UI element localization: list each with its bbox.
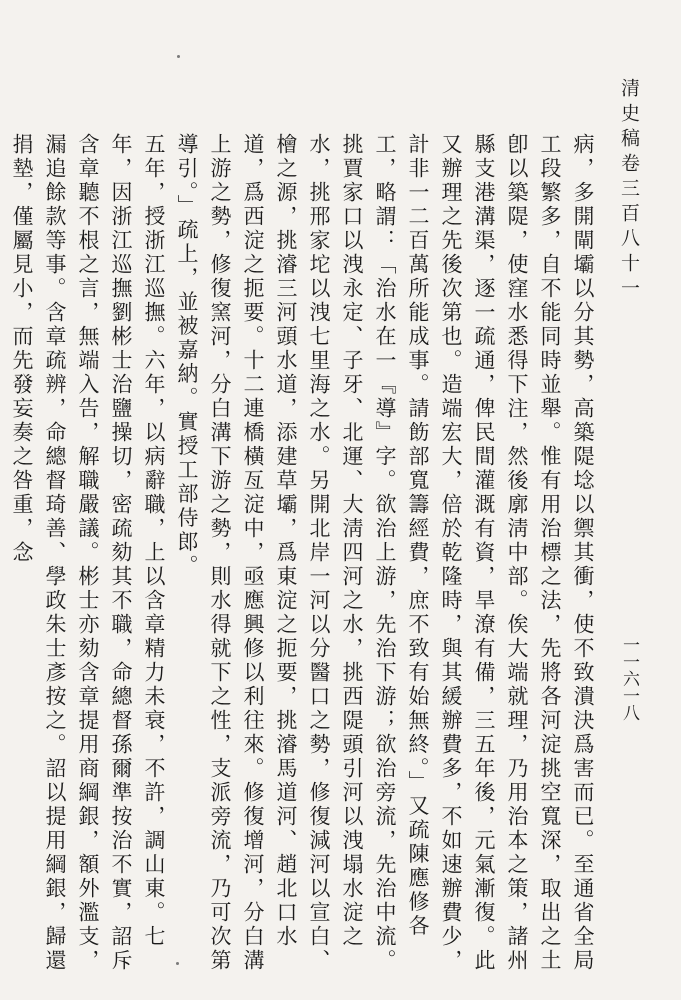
scan-speck [177, 55, 180, 58]
scan-speck [176, 962, 179, 965]
body-text [10, 133, 599, 983]
paragraph-1: 病，多開閘壩以分其勢，高築隄埝以禦其衝，使不致潰決爲害而已。至通省全局工段繁多，自不能同時並舉。惟有用治標之法，先將各河淀挑空寬深，取出之土卽以築隄，使窪水悉得下注，然後廓淸中部。俟大端就理，乃用治本之策，諸州縣支港溝渠，逐一疏通，俾民間灌溉有資，旱潦有備，三五年後，元氣漸復。此又辦理之先後次第也。造端宏大，倍於乾隆時，與其緩辦費多，不如速辦費少，計非一二百萬所能成事。請飭部寬籌經費，庶不致有始無終。」又疏陳應修各工，略謂：「治水在一『導』字。欲治上游，先治下游；欲治旁流，先治中流。挑賈家口以洩永定、子牙、北運、大淸四河之水，挑西隄頭引河以洩塌水淀之水，挑邢家坨以洩七里海之水。另開北岸一河以分醫口之勢，修復減河以宣白、檜之源，挑濬三河頭水道，添建草壩，爲東淀之扼要，挑濬馬道河、趙北口水道，爲西淀之扼要。十二連橋橫亙淀中，亟應興修以利往來。修復增河，分白溝上游之勢，修復窯河，分白溝下游之勢，則水得就下之性，支派旁流，乃可次第導引。」疏上，並被嘉納。實授工部侍郎。 [175, 133, 595, 973]
running-header: 清史稿卷三百八十一 [618, 78, 640, 303]
paragraph-2: 五年，授浙江巡撫。六年，以病辭職，上以含章精力未衰，不許，調山東。七年，因浙江巡撫劉彬士治鹽操切，密疏劾其不職，命總督孫爾準按治不實，詔斥含章聽不根之言，無端入告，解職嚴議。彬士亦劾含章提用商綱銀，額外濫支，漏追餘款等事。含章疏辨，命總督琦善、學政朱士彥按之。詔以提用綱銀，歸還捐墊，僅屬見小，而先發妄奏之咎重，念 [10, 133, 166, 973]
page-number: 一一六一八 [619, 636, 639, 721]
